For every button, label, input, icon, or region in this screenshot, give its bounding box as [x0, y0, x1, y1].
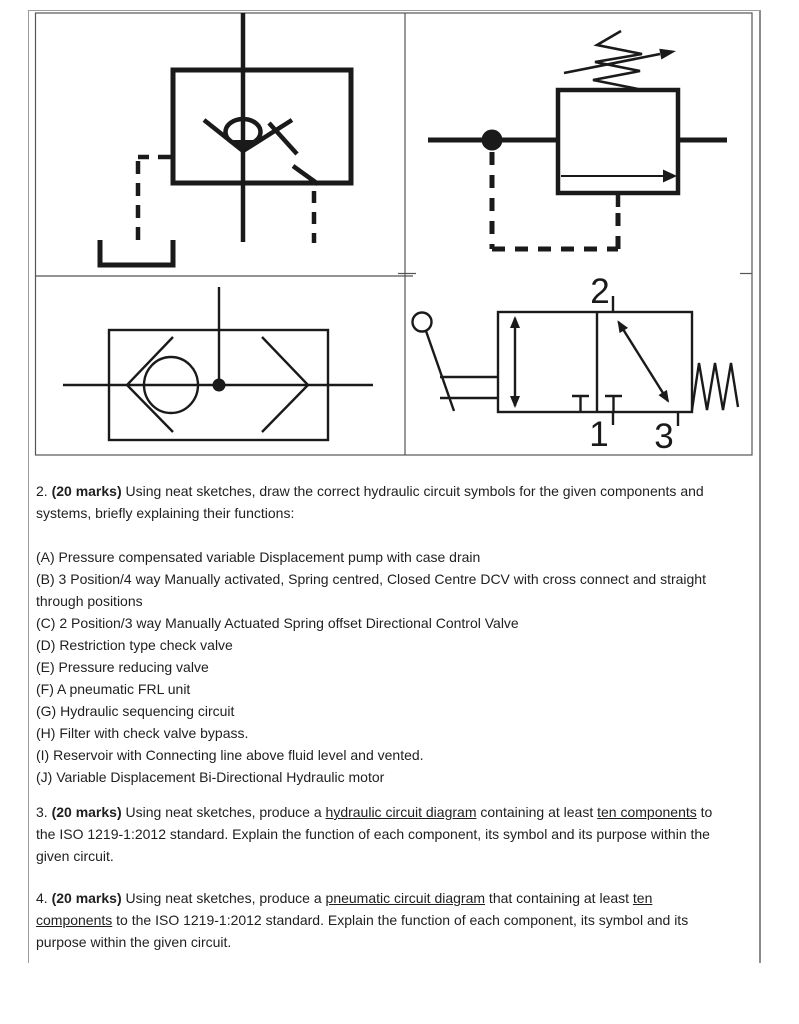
list-item: [36, 678, 752, 700]
tank-icon: [100, 240, 173, 265]
list-item: [36, 766, 752, 788]
text-segment: components: [36, 912, 113, 928]
text-line: [36, 931, 752, 953]
text-line: [36, 502, 752, 524]
text-segment: (H) Filter with check valve bypass.: [36, 725, 249, 741]
text-line: [36, 480, 752, 502]
blocked-port-left: [572, 396, 589, 412]
list-item: [36, 722, 752, 744]
text-segment: given circuit.: [36, 848, 114, 864]
text-segment: to the ISO 1219-1:2012 standard. Explain the function of each component, its symbol and its: [112, 912, 689, 928]
port-1-label: 1: [589, 415, 609, 454]
valve-enclosure-box: [173, 70, 351, 183]
questions-text: [36, 480, 752, 953]
text-segment: ten: [632, 890, 653, 906]
text-segment: (B) 3 Position/4 way Manually activated, Spring centred, Closed Centre DCV with cross connect and straight: [36, 571, 706, 587]
list-item: [36, 744, 752, 766]
junction-dot: [482, 130, 503, 151]
text-segment: (G) Hydraulic sequencing circuit: [36, 703, 235, 719]
valve-positions-box: [498, 312, 692, 412]
list-item: [36, 568, 752, 590]
list-item: [36, 546, 752, 568]
text-segment: the ISO 1219-1:2012 standard. Explain the function of each component, its symbol and its purpose within the: [36, 826, 710, 842]
adjustment-arrow-head: [659, 49, 676, 60]
text-segment: 4.: [36, 890, 52, 906]
text-segment: Using neat sketches, produce a: [121, 890, 326, 906]
text-segment: (20 marks): [51, 804, 122, 820]
text-segment: containing at least: [476, 804, 598, 820]
text-segment: Using neat sketches, draw the correct hydraulic circuit symbols for the given components and: [121, 483, 704, 499]
lever-knob-icon: [413, 313, 432, 332]
text-segment: 3.: [36, 804, 52, 820]
text-line: [36, 845, 752, 867]
symbol-figure-grid: [0, 0, 799, 466]
text-segment: ten components: [597, 804, 697, 820]
text-segment: (20 marks): [51, 890, 122, 906]
question-3: [36, 801, 752, 867]
list-item: [36, 612, 752, 634]
text-segment: 2.: [36, 483, 52, 499]
text-line: [36, 887, 752, 909]
figure-grid-borders: [36, 13, 753, 455]
valve-body-box: [558, 90, 678, 193]
pressure-valve-with-spring-icon: [428, 31, 727, 249]
text-segment: that containing at least: [485, 890, 633, 906]
inline-check-valve-icon: [63, 287, 373, 440]
list-item: [36, 590, 752, 612]
text-segment: (D) Restriction type check valve: [36, 637, 233, 653]
port-2-label: 2: [590, 272, 610, 311]
blocked-port-right: [605, 396, 622, 412]
text-segment: (E) Pressure reducing valve: [36, 659, 209, 675]
text-segment: (A) Pressure compensated variable Displacement pump with case drain: [36, 549, 481, 565]
text-segment: hydraulic circuit diagram: [325, 804, 477, 820]
junction-dot: [213, 379, 226, 392]
port-3-label: 3: [654, 417, 674, 456]
text-segment: to: [696, 804, 713, 820]
return-spring-icon: [692, 363, 738, 410]
text-segment: Using neat sketches, produce a: [121, 804, 326, 820]
component-list: [36, 546, 752, 788]
list-item: [36, 634, 752, 656]
diagonal-flow-arrow: [619, 322, 669, 401]
adjustment-arrow-shaft: [564, 54, 660, 73]
list-item: [36, 656, 752, 678]
text-segment: (20 marks): [51, 483, 122, 499]
text-segment: pneumatic circuit diagram: [325, 890, 486, 906]
text-segment: (C) 2 Position/3 way Manually Actuated Spring offset Directional Control Valve: [36, 615, 519, 631]
text-segment: (J) Variable Displacement Bi-Directional Hydraulic motor: [36, 769, 385, 785]
text-line: [36, 823, 752, 845]
question-2: [36, 480, 752, 524]
internal-flow-arrow-head: [663, 170, 677, 183]
text-segment: through positions: [36, 593, 143, 609]
text-segment: systems, briefly explaining their functions:: [36, 505, 295, 521]
text-line: [36, 801, 752, 823]
text-segment: purpose within the given circuit.: [36, 934, 232, 950]
throttle-check-valve-with-drain-to-tank-icon: [100, 13, 351, 265]
text-segment: (F) A pneumatic FRL unit: [36, 681, 191, 697]
list-item: [36, 700, 752, 722]
text-segment: (I) Reservoir with Connecting line above fluid level and vented.: [36, 747, 424, 763]
grid-outer-border: [36, 13, 753, 455]
text-line: [36, 909, 752, 931]
lever-3-2-valve-icon: [413, 272, 739, 456]
question-4: [36, 887, 752, 953]
